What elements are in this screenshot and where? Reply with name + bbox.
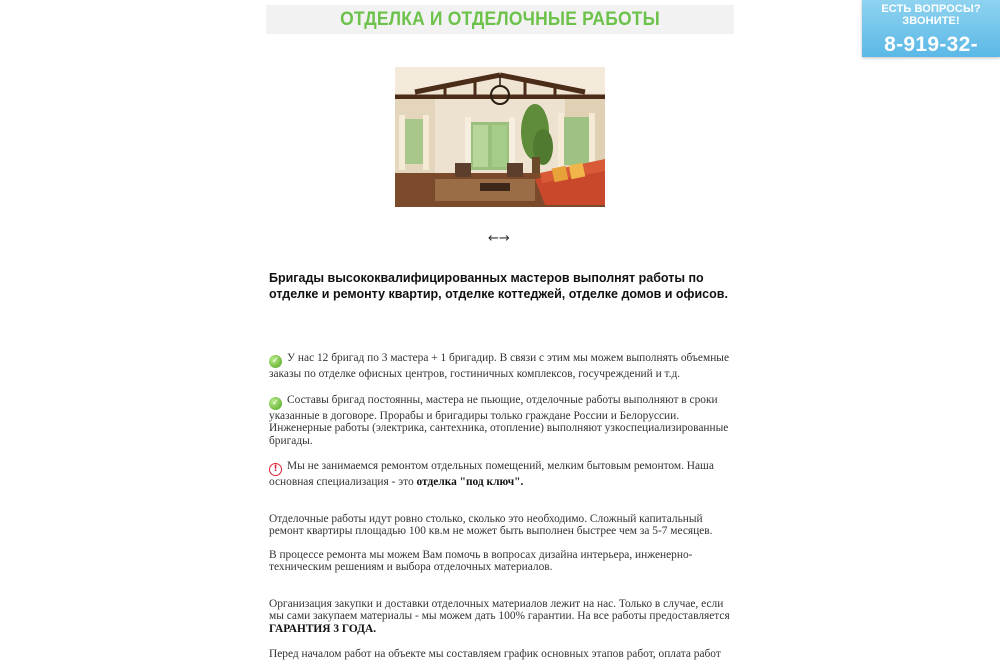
- call-question: ЕСТЬ ВОПРОСЫ? ЗВОНИТЕ!: [881, 3, 981, 27]
- slider-nav: [488, 231, 510, 246]
- paragraph-text: Организация закупки и доставки отделочных материалов лежит на нас. Только в случае, если мы сами закупаем материалы - мы можем дать 100% гарантии. На все работы предоставляется: [269, 597, 730, 622]
- list-item-bold: отделка "под ключ".: [416, 476, 524, 488]
- slider-next-arrow-icon[interactable]: →: [498, 231, 510, 246]
- list-item-text: Мы не занимаемся ремонтом отдельных помещений, мелким бытовым ремонтом. Наша основная специализация - это: [269, 460, 714, 488]
- main-content: [269, 270, 731, 661]
- paragraph: [269, 598, 731, 636]
- list-item-text: Составы бригад постоянны, мастера не пьющие, отделочные работы выполняют в сроки указанные в договоре. Прорабы и бригадиры только граждане России и Белоруссии. Инженерные работы (электрика, сантехника, отопление) выполняют узкоспециализированные бригады.: [269, 393, 729, 447]
- slider-prev-arrow-icon[interactable]: ←: [488, 231, 499, 246]
- paragraph: В процессе ремонта мы можем Вам помочь в вопросах дизайна интерьера, инженерно-техническим решениям и выбора отделочных материалов.: [269, 548, 693, 573]
- check-icon: ✓: [269, 355, 282, 368]
- page-header: [266, 5, 734, 34]
- list-item: [269, 352, 731, 381]
- warranty-text: ГАРАНТИЯ 3 ГОДА.: [269, 622, 377, 635]
- call-widget[interactable]: [862, 0, 1000, 80]
- interior-photo: [395, 67, 605, 207]
- warning-icon: !: [269, 463, 282, 476]
- list-item: [269, 460, 731, 489]
- paragraph: Перед началом работ на объекте мы составляем график основных этапов работ, оплата работ: [269, 648, 721, 660]
- lead-text: Бригады высококвалифицированных мастеров выполнят работы по отделке и ремонту квартир, отделке коттеджей, отделке домов и офисов.: [269, 271, 728, 301]
- paragraph: Отделочные работы идут ровно столько, сколько это необходимо. Сложный капитальный ремонт квартиры площадью 100 кв.м не может быть выполнен быстрее чем за 5-7 месяцев.: [269, 512, 713, 537]
- phone-number[interactable]: 8-919-32-43210: [884, 33, 978, 80]
- list-item: [269, 394, 731, 448]
- check-icon: ✓: [269, 397, 282, 410]
- list-item-text: У нас 12 бригад по 3 мастера + 1 бригадир. В связи с этим мы можем выполнять объемные заказы по отделке офисных центров, гостиничных комплексов, госучреждений и т.д.: [269, 352, 729, 380]
- page-title: ОТДЕЛКА И ОТДЕЛОЧНЫЕ РАБОТЫ: [340, 9, 660, 30]
